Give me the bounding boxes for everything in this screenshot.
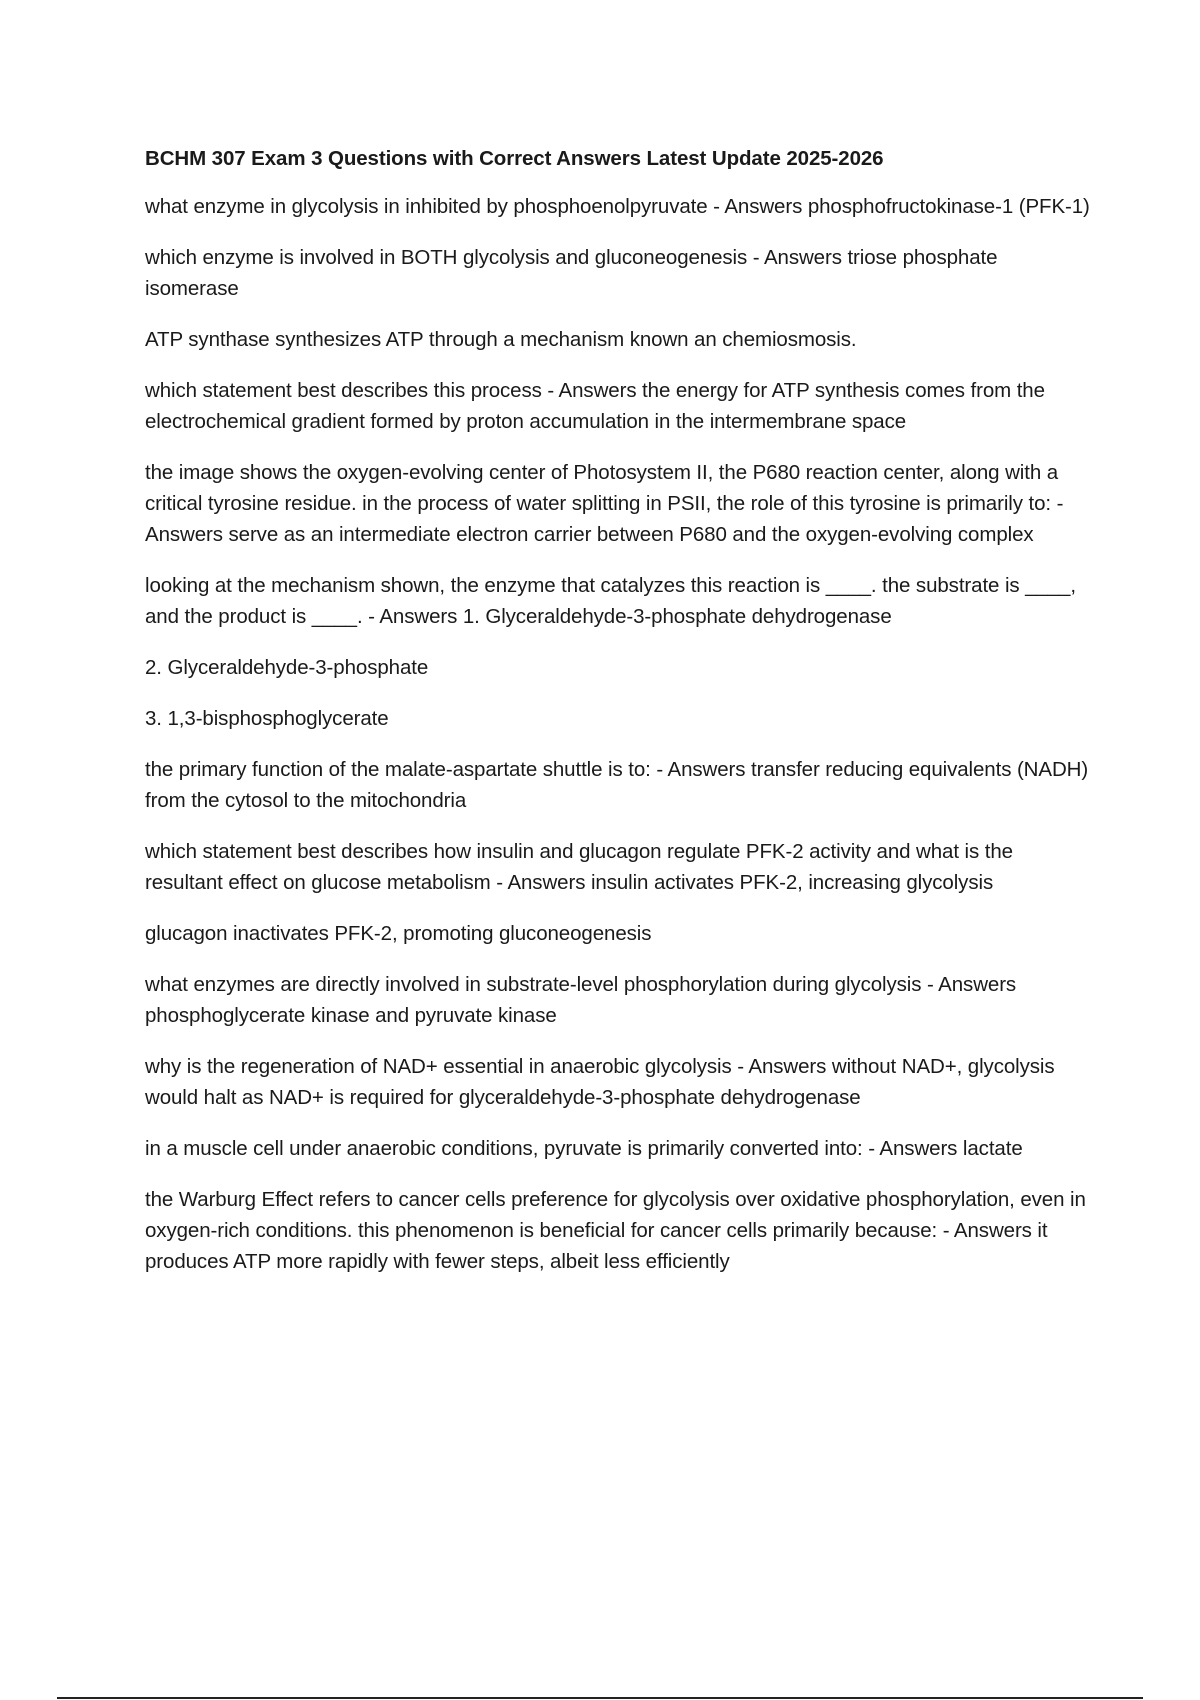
qa-paragraph: the image shows the oxygen-evolving center of Photosystem II, the P680 reaction center, along with a critical tyrosine residue. in the process of water splitting in PSII, the role of this tyrosine is primarily to: - Answers serve as an intermediate electron carrier between P680 and the oxygen-evolving complex (145, 461, 1064, 546)
qa-paragraph: why is the regeneration of NAD+ essential in anaerobic glycolysis - Answers without NAD+, glycolysis would halt as NAD+ is required for glyceraldehyde-3-phosphate dehydrogenase (145, 1055, 1055, 1109)
qa-paragraph: the Warburg Effect refers to cancer cells preference for glycolysis over oxidative phosphorylation, even in oxygen-rich conditions. this phenomenon is beneficial for cancer cells primarily because: - Answers it produces ATP more rapidly with fewer steps, albeit less efficiently (145, 1188, 1086, 1273)
qa-paragraph: 2. Glyceraldehyde-3-phosphate (145, 656, 429, 679)
qa-paragraph: in a muscle cell under anaerobic conditions, pyruvate is primarily converted into: - Answers lactate (145, 1137, 1023, 1160)
qa-paragraph: the primary function of the malate-aspartate shuttle is to: - Answers transfer reducing equivalents (NADH) from the cytosol to the mitochondria (145, 758, 1089, 812)
qa-paragraph: ATP synthase synthesizes ATP through a mechanism known an chemiosmosis. (145, 328, 857, 351)
document-content (145, 143, 1090, 1297)
qa-paragraph: 3. 1,3-bisphosphoglycerate (145, 707, 389, 730)
qa-paragraph: which statement best describes this process - Answers the energy for ATP synthesis comes from the electrochemical gradient formed by proton accumulation in the intermembrane space (145, 379, 1045, 433)
qa-paragraph: which enzyme is involved in BOTH glycolysis and gluconeogenesis - Answers triose phosphate isomerase (145, 246, 998, 300)
qa-paragraph: what enzyme in glycolysis in inhibited by phosphoenolpyruvate - Answers phosphofructokinase-1 (PFK-1) (145, 195, 1090, 218)
qa-paragraph: which statement best describes how insulin and glucagon regulate PFK-2 activity and what is the resultant effect on glucose metabolism - Answers insulin activates PFK-2, increasing glycolysis (145, 840, 1013, 894)
qa-paragraph: glucagon inactivates PFK-2, promoting gluconeogenesis (145, 922, 652, 945)
document-title: BCHM 307 Exam 3 Questions with Correct Answers Latest Update 2025-2026 (145, 147, 884, 170)
qa-paragraph: what enzymes are directly involved in substrate-level phosphorylation during glycolysis - Answers phosphoglycerate kinase and pyruvate kinase (145, 973, 1017, 1027)
qa-paragraph: looking at the mechanism shown, the enzyme that catalyzes this reaction is ____. the substrate is ____, and the product is ____. - Answers 1. Glyceraldehyde-3-phosphate dehydrogenase (145, 574, 1076, 628)
footer-divider (57, 1697, 1143, 1699)
